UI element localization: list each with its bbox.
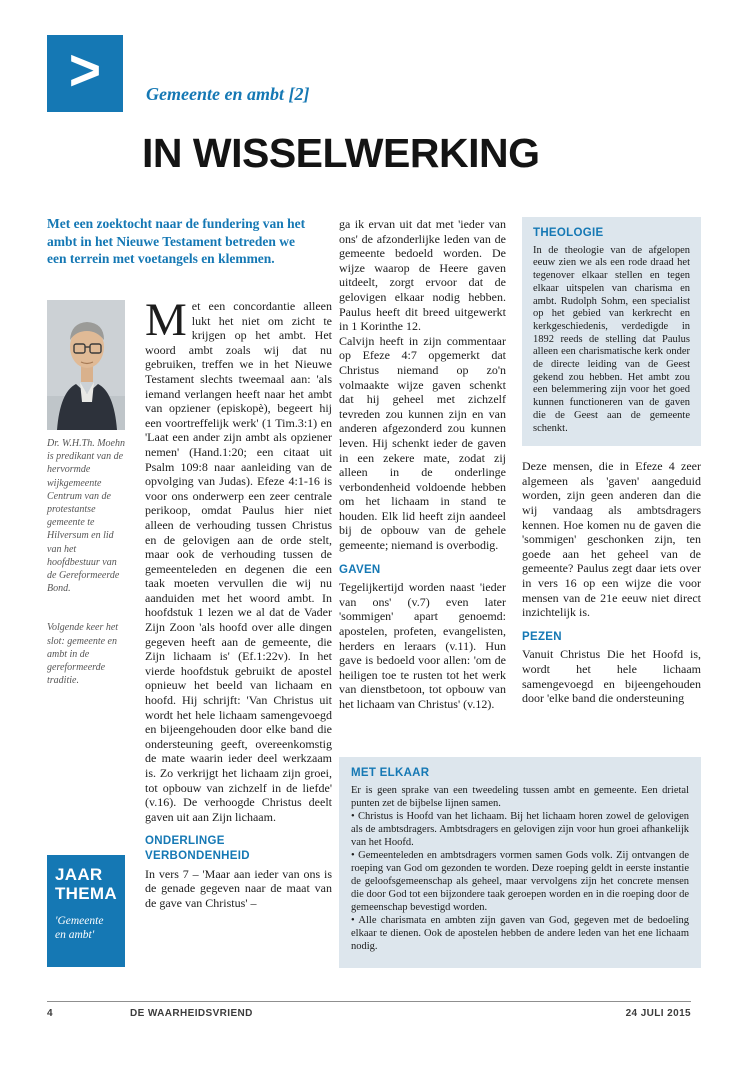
logo-chevron-box	[47, 35, 123, 112]
footer-date: 24 JULI 2015	[625, 1008, 691, 1019]
article-column-3	[522, 217, 701, 751]
jaarthema-box	[47, 855, 125, 967]
met-elkaar-intro: Er is geen sprake van een tweedeling tussen ambt en gemeente. Een drietal punten zet de bijbelse lijnen samen.	[351, 785, 689, 809]
theologie-box-title: THEOLOGIE	[533, 227, 604, 239]
jaarthema-subtitle: 'Gemeente en ambt'	[55, 915, 104, 941]
footer-divider	[47, 1001, 691, 1002]
page-title: IN WISSELWERKING	[142, 130, 540, 176]
met-elkaar-title: MET ELKAAR	[351, 767, 430, 779]
bullet-item: • Alle charismata en ambten zijn gaven van God, gegeven met de bedoeling elkaar te dienen. Ook de apostelen hebben de andere leden van het ene lichaam nodig.	[351, 915, 689, 952]
theologie-box-text: In de theologie van de afgelopen eeuw zien we als een rode draad het tegenover elkaar stellen en tegen elkaar uitspelen van charisma en ambt. Rudolph Sohm, een specialist op het gebied van kerkrecht en kerkgeschiedenis, verdedigde in 1892 reeds de stelling dat Paulus alleen een charismatische kerk onder de directe leiding van de Geest gekend zou hebben. Het ambt zou een belemmering zijn voor het goed kunnen functioneren van de gaven die de Geest aan de gemeente schenkt.	[533, 244, 690, 434]
subheading-onderlinge-verbondenheid: ONDERLINGE VERBONDENHEID	[145, 835, 250, 862]
footer-magazine-name: DE WAARHEIDSVRIEND	[130, 1008, 253, 1019]
met-elkaar-box	[339, 757, 701, 968]
article-column-1	[145, 299, 332, 967]
theologie-box	[522, 217, 701, 446]
jaarthema-line1: JAAR	[55, 865, 103, 884]
paragraph: Tegelijkertijd worden naast 'ieder van ons' (v.7) even later 'sommigen' apart genoemd: apostelen, profeten, evangelisten, herders en leraars (v.11). Hun gave is bedoeld voor allen: 'om de heiligen toe te rusten tot het werk van dienstbetoon, tot opbouw van het lichaam van Christus' (v.12).	[339, 580, 506, 711]
chevron-right-icon: >	[68, 37, 102, 103]
paragraph: Calvijn heeft in zijn commentaar op Efeze 4:7 opgemerkt dat Christus niemand op zo'n volmaakte wijze gaven schenkt dat hij geheel met zichzelf tevreden zou kunnen zijn en van anderen afgezonderd zou kunnen leven. Hij schenkt ieder de gaven in een zekere mate, zodat zij alleen in de onderlinge verbondenheid voldoende hebben om het lichaam in stand te houden. Elk lid heeft zijn aandeel bij de opbouw van de gehele gemeente; niemand is overbodig.	[339, 333, 506, 553]
paragraph	[145, 299, 332, 824]
author-photo	[47, 300, 125, 430]
paragraph: In vers 7 – 'Maar aan ieder van ons is de genade gegeven naar de maat van de gave van Christus' –	[145, 866, 332, 910]
footer	[0, 1008, 738, 1024]
subheading-pezen: PEZEN	[522, 630, 562, 643]
subheading-gaven: GAVEN	[339, 563, 381, 576]
paragraph: Deze mensen, die in Efeze 4 zeer algemeen als 'gaven' aangeduid worden, zijn geen anderen dan die wij vandaag als ambtsdragers kennen. Hoe komen nu de gaven die 'sommigen' geschonken zijn, ten goede aan het geheel van de gemeente? Paulus zegt daar iets over in vers 16 op een wijze die voor mensen van de 21e eeuw niet direct inzichtelijk is.	[522, 459, 701, 620]
footer-page-number: 4	[47, 1008, 53, 1019]
dropcap: M	[145, 299, 187, 346]
paragraph: ga ik ervan uit dat met 'ieder van ons' de afzonderlijke leden van de gemeente bedoeld worden. De wijze waarop de Heere gaven uitdeelt, zorgt ervoor dat de gelovigen elkaar nodig hebben. Paulus heeft dit breed uitgewerkt in 1 Korinthe 12.	[339, 217, 506, 334]
paragraph: Vanuit Christus Die het Hoofd is, wordt het hele lichaam samengevoegd en bijeengehouden door 'elke band die ondersteuning	[522, 647, 701, 706]
left-rail	[47, 300, 125, 687]
photo-caption: Dr. W.H.Th. Moehn is predikant van de hervormde wijkgemeente Centrum van de protestantse gemeente te Hilversum en lid van het hoofdbestuur van de Gereformeerde Bond.	[47, 438, 125, 595]
jaarthema-line2: THEMA	[55, 884, 117, 903]
bullet-item: • Christus is Hoofd van het lichaam. Bij het lichaam horen zowel de gelovigen als de ambtsdragers. Ambtsdragers en gelovigen zijn voor hun groei afhankelijk van het Hoofd.	[351, 811, 689, 848]
body-text: et een concordantie alleen lukt het niet om zicht te krijgen op het ambt. Het woord ambt zoals wij dat nu gebruiken, treffen we in het Nieuwe Testament slechts tweemaal aan: 'als iemand verlangen heeft naar het ambt van opziener (episkopè), begeert hij een voortreffelijk werk' (1 Tim.3:1) en 'Laat een ander zijn ambt als opziener nemen' (Hand.1:20; een citaat uit Psalm 109:8 naar aanleiding van de opvolging van Judas). Efeze 4:1-16 is voor ons onderwerp een zeer centrale perikoop, omdat Paulus hier niet alleen de verhouding tussen Christus en de gelovigen aan de orde stelt, maar ook de verhouding tussen de gemeenteleden en degenen die een taak moeten vervullen die wij nu aanduiden met het woord ambt. In hoofdstuk 1 lezen we al dat de Vader Zijn Zoon 'als hoofd over alle dingen gegeven heeft aan de gemeente, die Zijn lichaam is' (Ef.1:22v). In het vierde hoofdstuk gebruikt de apostel opnieuw het beeld van lichaam en hoofd. Hij schrijft: 'Van Christus uit wordt het hele lichaam samengevoegd en bijeengehouden door elke band die ondersteuning geeft, overeenkomstig de mate waarin ieder deel werkzaam is. Zo verkrijgt het lichaam zijn groei, tot opbouw van zichzelf in de liefde' (v.16). De verhoogde Christus deelt gaven uit aan Zijn lichaam.	[145, 299, 332, 824]
kicker: Gemeente en ambt [2]	[146, 84, 310, 104]
article-column-2	[339, 217, 506, 751]
intro-text: Met een zoektocht naar de fundering van het ambt in het Nieuwe Testament betreden we een terrein met voetangels en klemmen.	[47, 216, 306, 266]
bullet-item: • Gemeenteleden en ambtsdragers vormen samen Gods volk. Zij ontvangen de roeping van God om gezonden te worden. Deze roeping geldt in eerste instantie de geloofsgemeenschap als geheel, maar vervolgens zijn het concrete mensen die door God tot een bijzondere taak geroepen worden en in die roeping door de gemeenschap bevestigd worden.	[351, 850, 689, 913]
next-issue-note: Volgende keer het slot: gemeente en ambt in de gereformeerde traditie.	[47, 622, 119, 687]
